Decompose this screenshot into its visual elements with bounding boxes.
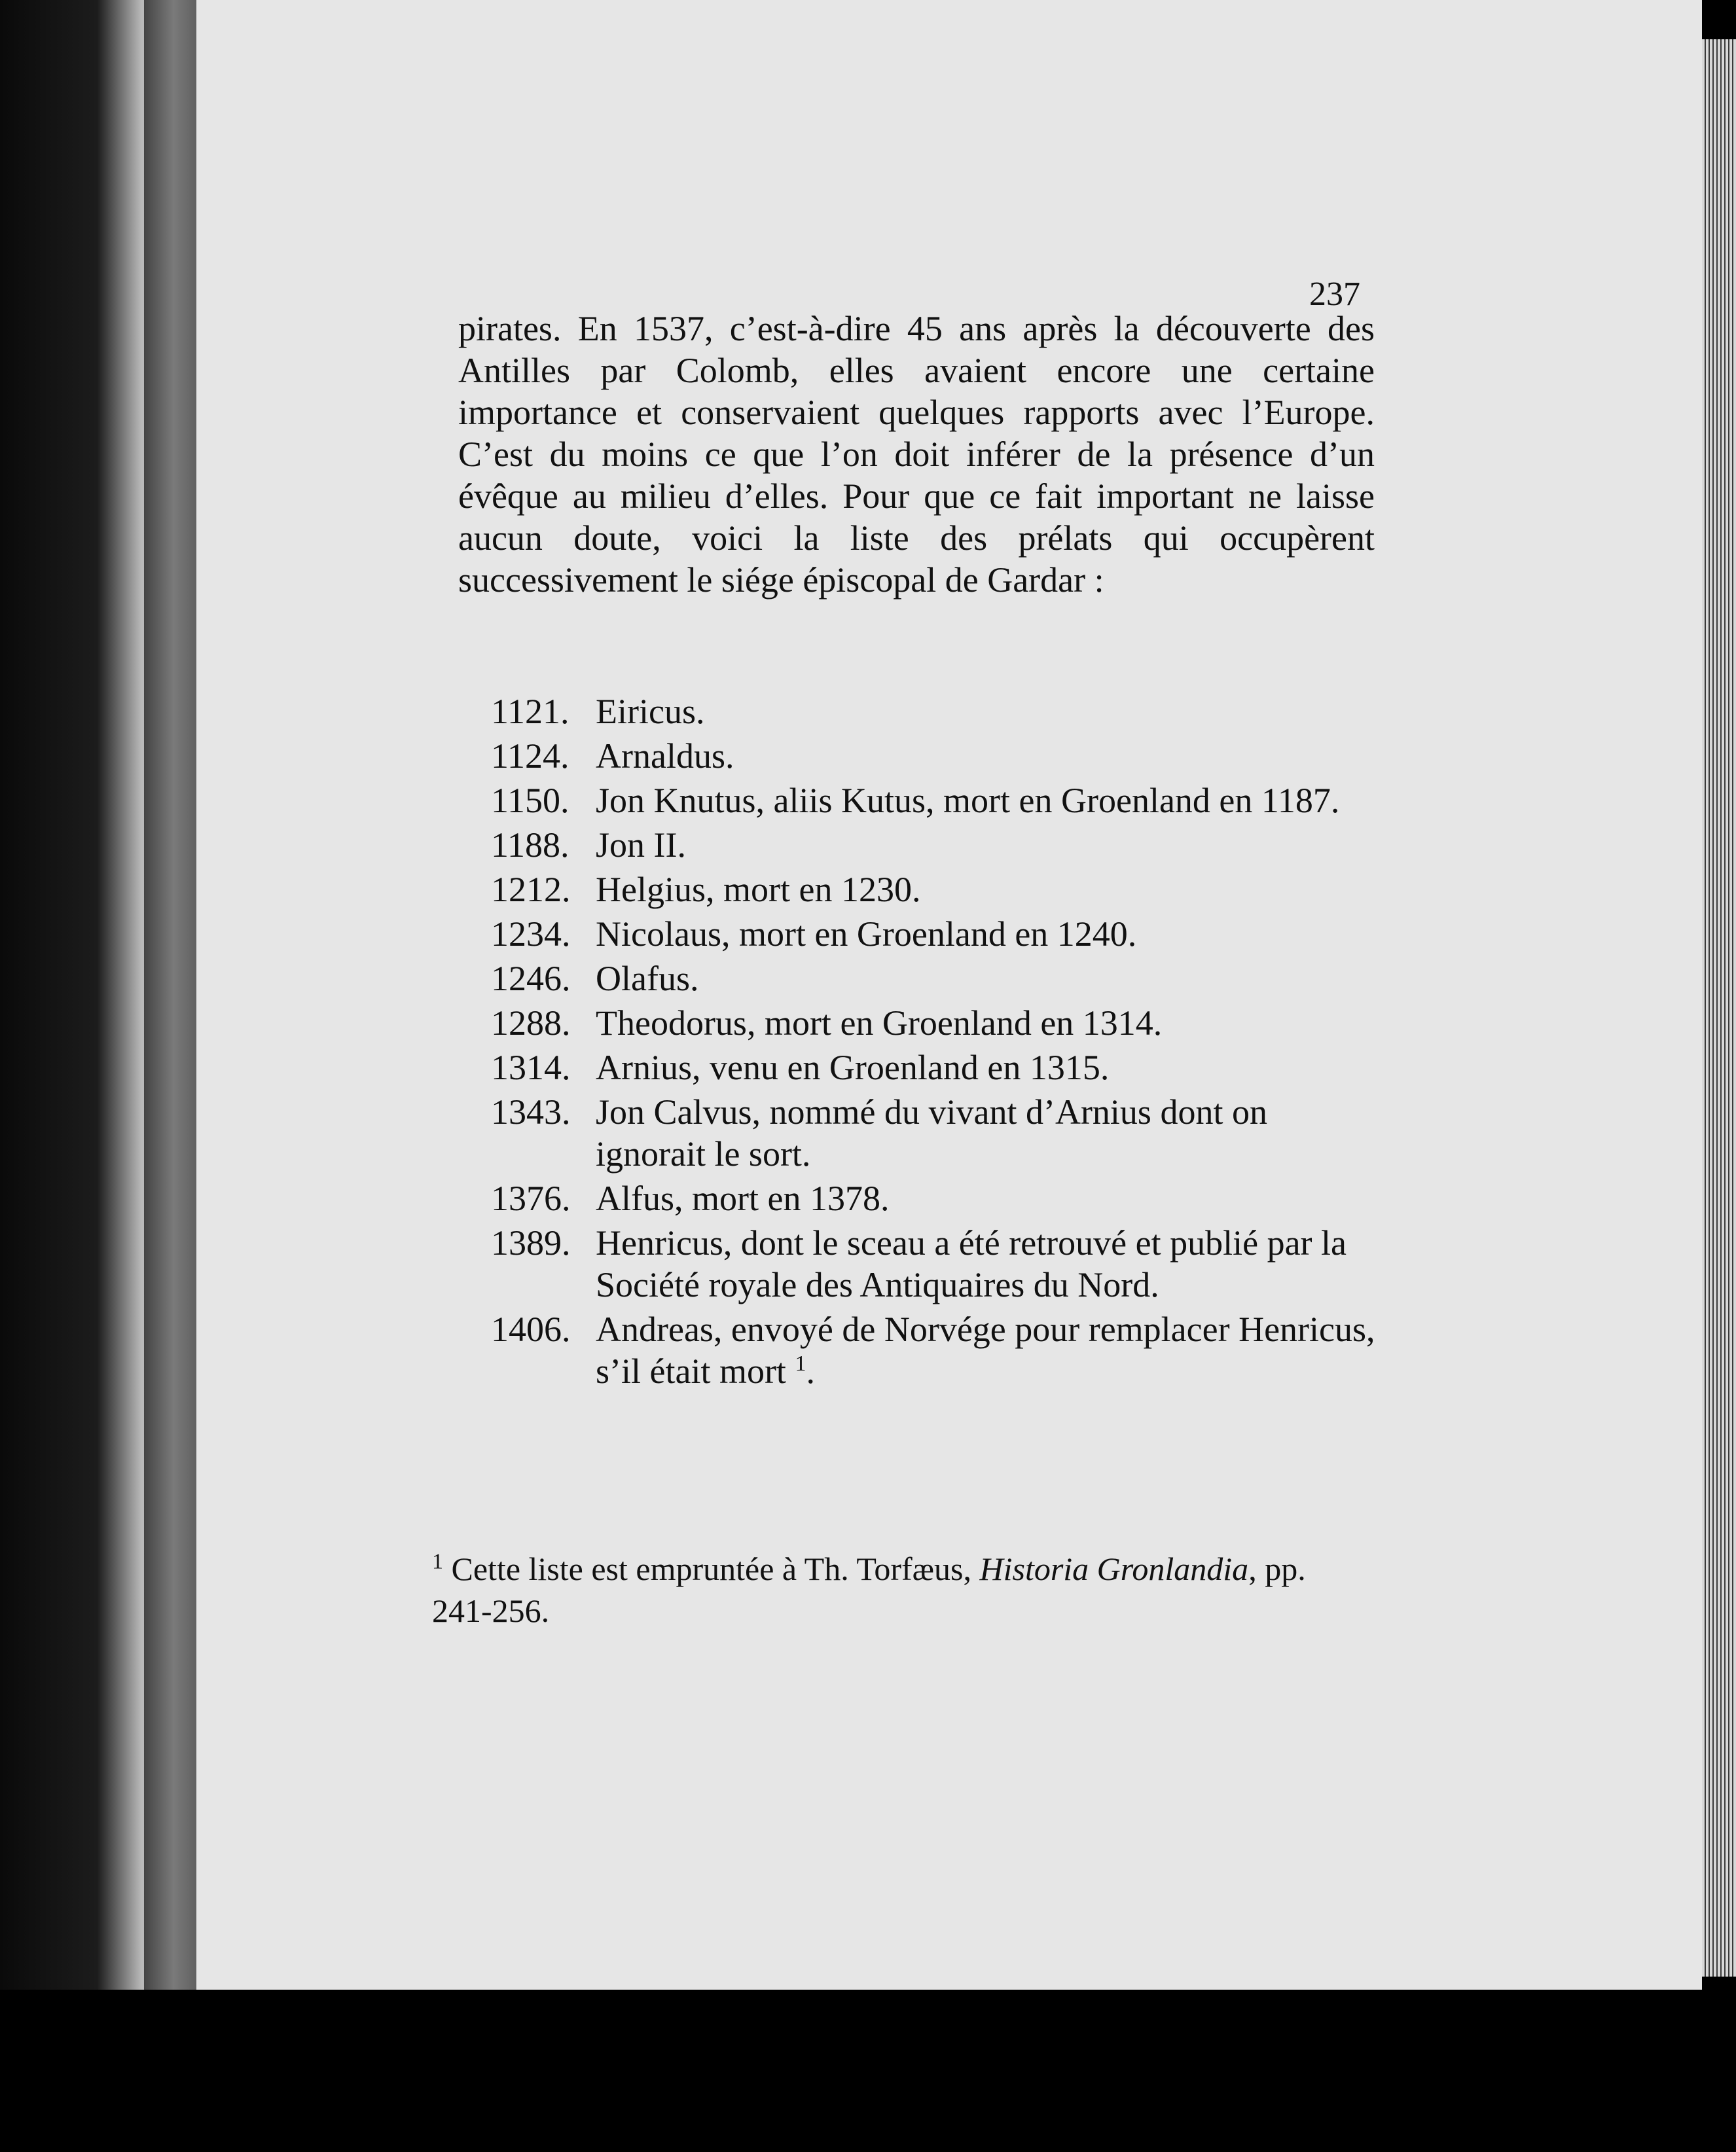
list-item: [491, 824, 1381, 866]
page-number: 237: [1309, 276, 1360, 313]
list-item: [491, 1002, 1381, 1044]
bishop-year: 1343.: [491, 1092, 571, 1132]
bishop-list: [491, 690, 1381, 1395]
bishop-name: Henricus, dont le sceau a été retrouvé et publié par la Société royale des Antiquaires du Nord.: [596, 1223, 1347, 1304]
bishop-year: 1246.: [491, 959, 571, 998]
list-item: [491, 1177, 1381, 1219]
list-item: [491, 690, 1381, 732]
list-item: [491, 1091, 1381, 1175]
footnote-title: Historia Gronlandia: [979, 1551, 1249, 1587]
bishop-name: Olafus.: [596, 959, 699, 998]
bishop-year: 1124.: [491, 736, 570, 776]
page-edges: [1702, 39, 1736, 1977]
footnote-marker: 1: [432, 1549, 443, 1574]
body-paragraph: pirates. En 1537, c’est-à-dire 45 ans après la découverte des Antilles par Colomb, elles avaient encore une certaine importance et conservaient quelques rapports avec l’Europe. C’est du moins ce que l’on doit inférer de la présence d’un évêque au milieu d’elles. Pour que ce fait important ne laisse aucun doute, voici la liste des prélats qui occupèrent successivement le siége épiscopal de Gardar :: [458, 309, 1375, 600]
bishop-name: Arnaldus.: [596, 736, 734, 776]
list-item: [491, 735, 1381, 777]
list-item: [491, 869, 1381, 910]
bishop-name: Jon Calvus, nommé du vivant d’Arnius dont on ignorait le sort.: [596, 1092, 1267, 1174]
list-item: [491, 913, 1381, 955]
bishop-year: 1314.: [491, 1048, 571, 1087]
footnote-text-before: Cette liste est empruntée à Th. Torfæus,: [451, 1551, 980, 1587]
bishop-name-text: Andreas, envoyé de Norvége pour remplacer Henricus, s’il était mort: [596, 1310, 1375, 1391]
bishop-name: Arnius, venu en Groenland en 1315.: [596, 1048, 1110, 1087]
bishop-year: 1376.: [491, 1179, 571, 1218]
scan-border: [0, 1990, 1736, 2152]
list-item: [491, 1308, 1381, 1392]
footnote-text-after: , pp. 241-256.: [432, 1551, 1306, 1629]
bishop-name: Alfus, mort en 1378.: [596, 1179, 890, 1218]
binding-shadow: [144, 0, 203, 1996]
list-item: [491, 1222, 1381, 1306]
bishop-name: Andreas, envoyé de Norvége pour remplacer Henricus, s’il était mort $^1$.: [596, 1310, 1375, 1391]
bishop-year: 1288.: [491, 1003, 571, 1043]
bishop-name: Jon Knutus, aliis Kutus, mort en Groenland en 1187.: [596, 781, 1340, 820]
bishop-year: 1234.: [491, 914, 571, 954]
bishop-name: Theodorus, mort en Groenland en 1314.: [596, 1003, 1163, 1043]
bishop-name: Eiricus.: [596, 692, 705, 731]
bishop-year: 1188.: [491, 825, 570, 865]
bishop-year: 1150.: [491, 781, 570, 820]
bishop-year: 1389.: [491, 1223, 571, 1263]
bishop-name: Nicolaus, mort en Groenland en 1240.: [596, 914, 1137, 954]
footnote: [432, 1548, 1335, 1632]
footnote-reference[interactable]: 1: [795, 1352, 806, 1376]
list-item: [491, 780, 1381, 821]
bishop-name: Helgius, mort en 1230.: [596, 870, 921, 909]
bishop-name: Jon II.: [596, 825, 686, 865]
bishop-year: 1406.: [491, 1310, 571, 1349]
list-item: [491, 958, 1381, 999]
bishop-year: 1121.: [491, 692, 570, 731]
bishop-year: 1212.: [491, 870, 571, 909]
list-item: [491, 1047, 1381, 1088]
